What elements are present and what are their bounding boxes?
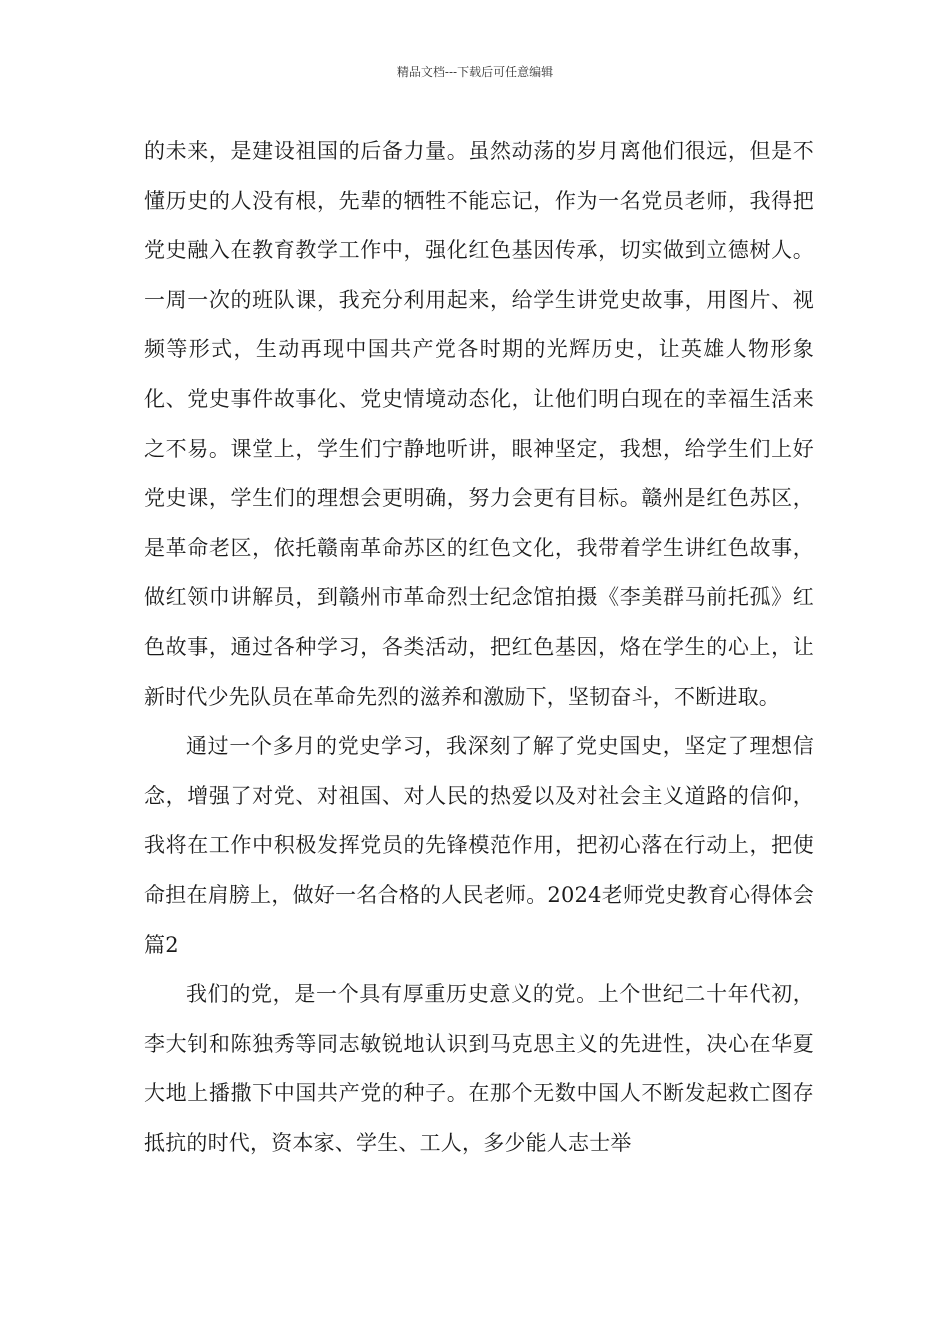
- document-body: [144, 127, 814, 1168]
- paragraph-party-history: 我们的党，是一个具有厚重历史意义的党。上个世纪二十年代初，李大钊和陈独秀等同志敏锐地认识到马克思主义的先进性，决心在华夏大地上播撒下中国共产党的种子。在那个无数中国人不断发起救亡图存抵抗的时代，资本家、学生、工人，多少能人志士举: [144, 982, 814, 1155]
- paragraph-continuation: 的未来，是建设祖国的后备力量。虽然动荡的岁月离他们很远，但是不懂历史的人没有根，先辈的牺牲不能忘记，作为一名党员老师，我得把党史融入在教育教学工作中，强化红色基因传承，切实做到立德树人。一周一次的班队课，我充分利用起来，给学生讲党史故事，用图片、视频等形式，生动再现中国共产党各时期的光辉历史，让英雄人物形象化、党史事件故事化、党史情境动态化，让他们明白现在的幸福生活来之不易。课堂上，学生们宁静地听讲，眼神坚定，我想，给学生们上好党史课，学生们的理想会更明确，努力会更有目标。赣州是红色苏区，是革命老区，依托赣南革命苏区的红色文化，我带着学生讲红色故事，做红领巾讲解员，到赣州市革命烈士纪念馆拍摄《李美群马前托孤》红色故事，通过各种学习，各类活动，把红色基因，烙在学生的心上，让新时代少先队员在革命先烈的滋养和激励下，坚韧奋斗，不断进取。: [144, 139, 814, 709]
- page-header: 精品文档---下载后可任意编辑: [396, 65, 554, 79]
- paragraph-conclusion: 通过一个多月的党史学习，我深刻了解了党史国史，坚定了理想信念，增强了对党、对祖国、对人民的热爱以及对社会主义道路的信仰，我将在工作中积极发挥党员的先锋模范作用，把初心落在行动上，把使命担在肩膀上，做好一名合格的人民老师。2024老师党史教育心得体会篇2: [144, 734, 814, 957]
